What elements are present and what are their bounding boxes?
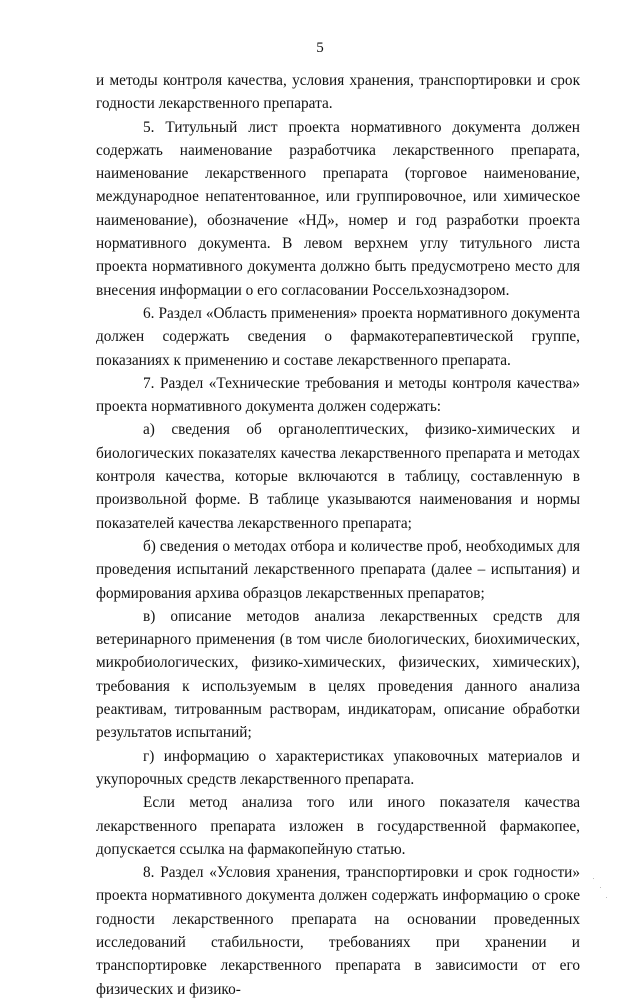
paragraph-subitem-v: в) описание методов анализа лекарственных средств для ветеринарного применения (в том числе биологических, биохимических, микробиологических, физико-химических, физических, химических), требования к используемым в целях проведения данного анализа реактивам, титрованным растворам, индикаторам, описание обработки результатов испытаний; bbox=[96, 607, 580, 742]
paragraph-item-7: 7. Раздел «Технические требования и методы контроля качества» проекта нормативного документа должен содержать: bbox=[96, 374, 580, 416]
document-body bbox=[96, 69, 580, 1001]
paragraph-subitem-b: б) сведения о методах отбора и количестве проб, необходимых для проведения испытаний лекарственного препарата (далее – испытания) и формирования архива образцов лекарственных препаратов; bbox=[96, 537, 580, 602]
scan-speck bbox=[606, 897, 607, 898]
scan-speck bbox=[593, 878, 594, 879]
paragraph-subitem-g: г) информацию о характеристиках упаковочных материалов и укупорочных средств лекарственного препарата. bbox=[96, 747, 580, 788]
paragraph-item-8: 8. Раздел «Условия хранения, транспортировки и срок годности» проекта нормативного документа должен содержать информацию о сроке годности лекарственного препарата на основании проведенных исследований стабильности, требованиях при хранении и транспортировке лекарственного препарата в зависимости от его физических и физико- bbox=[96, 864, 580, 998]
paragraph-item-5: 5. Титульный лист проекта нормативного документа должен содержать наименование разработчика лекарственного препарата, наименование лекарственного препарата (торговое наименование, международное непатентованное, или группировочное, или химическое наименование), обозначение «НД», номер и год разработки проекта нормативного документа. В левом верхнем углу титульного листа проекта нормативного документа должно быть предусмотрено место для внесения информации о его согласовании Россельхознадзором. bbox=[96, 118, 580, 299]
paragraph-item-6: 6. Раздел «Область применения» проекта нормативного документа должен содержать сведения о фармакотерапевтической группе, показаниях к применению и составе лекарственного препарата. bbox=[96, 304, 580, 369]
paragraph-continuation: и методы контроля качества, условия хранения, транспортировки и срок годности лекарственного препарата. bbox=[96, 72, 580, 113]
paragraph-subitem-a: а) сведения об органолептических, физико-химических и биологических показателях качества лекарственного препарата и методах контроля качества, которые включаются в таблицу, составленную в произвольной форме. В таблице указываются наименования и нормы показателей качества лекарственного препарата; bbox=[96, 421, 580, 532]
page-number: 5 bbox=[316, 40, 324, 56]
paragraph-pharmacopoeia-note: Если метод анализа того или иного показателя качества лекарственного препарата изложен в государственной фармакопее, допускается ссылка на фармакопейную статью. bbox=[96, 794, 580, 858]
scan-speck bbox=[600, 887, 601, 888]
